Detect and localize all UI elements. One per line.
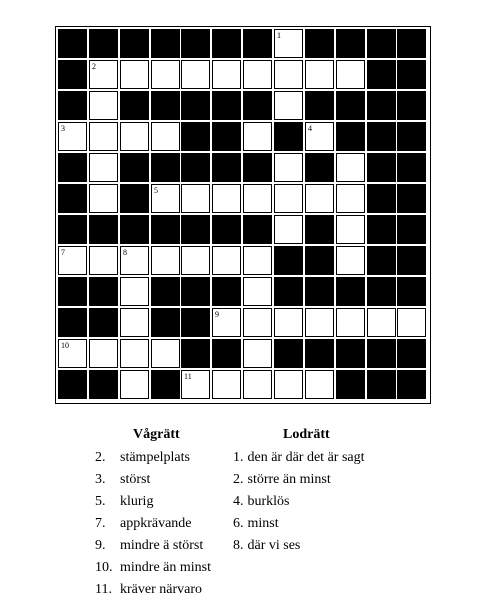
clue-item-text: mindre ä störst xyxy=(120,538,204,553)
answer-cell[interactable] xyxy=(181,370,210,399)
black-cell xyxy=(89,29,118,58)
black-cell xyxy=(58,215,87,244)
answer-cell[interactable] xyxy=(120,246,149,275)
answer-cell[interactable] xyxy=(212,308,241,337)
answer-cell[interactable] xyxy=(212,246,241,275)
black-cell xyxy=(397,29,426,58)
black-cell xyxy=(151,29,180,58)
clue-item xyxy=(233,535,413,557)
black-cell xyxy=(397,339,426,368)
clue-item-text: mindre än minst xyxy=(120,560,211,575)
clue-number: 9 xyxy=(215,310,219,319)
answer-cell[interactable] xyxy=(89,91,118,120)
black-cell xyxy=(243,29,272,58)
black-cell xyxy=(397,122,426,151)
answer-cell[interactable] xyxy=(243,277,272,306)
answer-cell[interactable] xyxy=(243,122,272,151)
black-cell xyxy=(89,277,118,306)
black-cell xyxy=(305,29,334,58)
answer-cell[interactable] xyxy=(305,370,334,399)
clue-item xyxy=(233,447,413,469)
clue-number: 6 xyxy=(400,217,404,226)
down-clue-list xyxy=(233,447,413,557)
black-cell xyxy=(212,153,241,182)
black-cell xyxy=(367,370,396,399)
answer-cell[interactable] xyxy=(120,339,149,368)
clue-item xyxy=(95,579,235,601)
black-cell xyxy=(367,153,396,182)
black-cell xyxy=(305,215,334,244)
clue-number: 7 xyxy=(61,248,65,257)
black-cell xyxy=(274,339,303,368)
black-cell xyxy=(181,122,210,151)
clue-number: 10 xyxy=(61,341,69,350)
clue-item xyxy=(233,491,413,513)
clue-item xyxy=(95,513,235,535)
black-cell xyxy=(212,215,241,244)
answer-cell[interactable] xyxy=(120,370,149,399)
clue-item-text: burklös xyxy=(247,494,290,509)
black-cell xyxy=(181,215,210,244)
clue-number: 8 xyxy=(123,248,127,257)
clue-item-text: stämpelplats xyxy=(120,450,190,465)
answer-cell[interactable] xyxy=(181,246,210,275)
black-cell xyxy=(151,91,180,120)
answer-cell[interactable] xyxy=(274,370,303,399)
clue-item-number: 4. xyxy=(233,494,244,509)
clue-item-number: 8. xyxy=(233,538,244,553)
answer-cell[interactable] xyxy=(89,184,118,213)
answer-cell[interactable] xyxy=(336,153,365,182)
clue-number: 11 xyxy=(184,372,192,381)
clue-number: 4 xyxy=(308,124,312,133)
clue-item-number: 1. xyxy=(233,450,244,465)
clue-item-text: störst xyxy=(120,472,151,487)
answer-cell[interactable] xyxy=(120,308,149,337)
black-cell xyxy=(181,91,210,120)
black-cell xyxy=(58,153,87,182)
answer-cell[interactable] xyxy=(181,184,210,213)
black-cell xyxy=(367,215,396,244)
clue-item-number: 7. xyxy=(95,516,106,531)
black-cell xyxy=(89,308,118,337)
answer-cell[interactable] xyxy=(336,215,365,244)
answer-cell[interactable] xyxy=(305,60,334,89)
answer-cell[interactable] xyxy=(151,60,180,89)
answer-cell[interactable] xyxy=(243,370,272,399)
answer-cell[interactable] xyxy=(305,308,334,337)
answer-cell[interactable] xyxy=(305,122,334,151)
clue-item xyxy=(95,447,235,469)
crossword-grid xyxy=(55,26,431,404)
black-cell xyxy=(397,277,426,306)
black-cell xyxy=(397,184,426,213)
black-cell xyxy=(305,91,334,120)
black-cell xyxy=(181,29,210,58)
answer-cell[interactable] xyxy=(243,339,272,368)
answer-cell[interactable] xyxy=(243,184,272,213)
answer-cell[interactable] xyxy=(336,184,365,213)
answer-cell[interactable] xyxy=(181,60,210,89)
black-cell xyxy=(397,60,426,89)
black-cell xyxy=(367,246,396,275)
black-cell xyxy=(274,246,303,275)
black-cell xyxy=(212,122,241,151)
answer-cell[interactable] xyxy=(274,308,303,337)
black-cell xyxy=(336,91,365,120)
clue-number: 5 xyxy=(154,186,158,195)
clue-item xyxy=(95,469,235,491)
black-cell xyxy=(397,246,426,275)
black-cell xyxy=(58,308,87,337)
black-cell xyxy=(336,29,365,58)
answer-cell[interactable] xyxy=(243,308,272,337)
black-cell xyxy=(397,153,426,182)
clue-number: 2 xyxy=(92,62,96,71)
black-cell xyxy=(367,122,396,151)
answer-cell[interactable] xyxy=(336,246,365,275)
black-cell xyxy=(89,370,118,399)
answer-cell[interactable] xyxy=(151,339,180,368)
answer-cell[interactable] xyxy=(212,184,241,213)
black-cell xyxy=(212,339,241,368)
answer-cell[interactable] xyxy=(58,339,87,368)
black-cell xyxy=(336,339,365,368)
black-cell xyxy=(181,339,210,368)
black-cell xyxy=(89,215,118,244)
black-cell xyxy=(367,91,396,120)
across-clues xyxy=(95,427,235,601)
black-cell xyxy=(367,184,396,213)
answer-cell[interactable] xyxy=(243,60,272,89)
answer-cell[interactable] xyxy=(274,184,303,213)
answer-cell[interactable] xyxy=(120,277,149,306)
down-heading: Lodrätt xyxy=(283,427,330,442)
black-cell xyxy=(336,277,365,306)
answer-cell[interactable] xyxy=(89,339,118,368)
answer-cell[interactable] xyxy=(151,184,180,213)
black-cell xyxy=(212,91,241,120)
answer-cell[interactable] xyxy=(274,29,303,58)
black-cell xyxy=(58,184,87,213)
clue-number: 1 xyxy=(277,31,281,40)
answer-cell[interactable] xyxy=(274,153,303,182)
answer-cell[interactable] xyxy=(336,60,365,89)
clue-item-text: appkrävande xyxy=(120,516,192,531)
black-cell xyxy=(336,370,365,399)
black-cell xyxy=(212,277,241,306)
answer-cell[interactable] xyxy=(89,122,118,151)
answer-cell[interactable] xyxy=(89,153,118,182)
black-cell xyxy=(151,277,180,306)
black-cell xyxy=(151,370,180,399)
clue-item-number: 6. xyxy=(233,516,244,531)
black-cell xyxy=(243,91,272,120)
answer-cell[interactable] xyxy=(274,91,303,120)
answer-cell[interactable] xyxy=(212,370,241,399)
black-cell xyxy=(367,29,396,58)
answer-cell[interactable] xyxy=(89,246,118,275)
black-cell xyxy=(151,215,180,244)
black-cell xyxy=(243,215,272,244)
answer-cell[interactable] xyxy=(89,60,118,89)
black-cell xyxy=(151,308,180,337)
clue-item-text: kräver närvaro xyxy=(120,582,203,597)
across-clue-list xyxy=(95,447,235,601)
answer-cell[interactable] xyxy=(58,122,87,151)
black-cell xyxy=(120,29,149,58)
black-cell xyxy=(243,153,272,182)
black-cell xyxy=(212,29,241,58)
black-cell xyxy=(367,339,396,368)
answer-cell[interactable] xyxy=(305,184,334,213)
clue-item-text: där vi ses xyxy=(247,538,301,553)
answer-cell[interactable] xyxy=(274,60,303,89)
black-cell xyxy=(58,60,87,89)
black-cell xyxy=(305,339,334,368)
answer-cell[interactable] xyxy=(274,215,303,244)
clue-item xyxy=(95,491,235,513)
down-clues xyxy=(233,427,413,557)
answer-cell[interactable] xyxy=(151,122,180,151)
clue-item xyxy=(95,535,235,557)
across-heading: Vågrätt xyxy=(133,427,180,442)
clue-item-number: 11. xyxy=(95,582,112,597)
clue-item-number: 5. xyxy=(95,494,106,509)
black-cell xyxy=(305,246,334,275)
clue-item-number: 2. xyxy=(233,472,244,487)
answer-cell[interactable] xyxy=(367,308,396,337)
black-cell xyxy=(367,60,396,89)
black-cell xyxy=(397,91,426,120)
answer-cell[interactable] xyxy=(397,308,426,337)
clue-item-number: 9. xyxy=(95,538,106,553)
clue-item-number: 10. xyxy=(95,560,113,575)
clue-item-text: den är där det är sagt xyxy=(247,450,365,465)
black-cell xyxy=(336,122,365,151)
clue-number: 3 xyxy=(61,124,65,133)
black-cell xyxy=(58,277,87,306)
answer-cell[interactable] xyxy=(243,246,272,275)
clue-item xyxy=(233,513,413,535)
black-cell xyxy=(305,153,334,182)
answer-cell[interactable] xyxy=(120,122,149,151)
clue-item xyxy=(233,469,413,491)
answer-cell[interactable] xyxy=(120,60,149,89)
black-cell xyxy=(120,91,149,120)
black-cell xyxy=(120,215,149,244)
clue-item-text: klurig xyxy=(120,494,154,509)
black-cell xyxy=(274,122,303,151)
black-cell xyxy=(367,277,396,306)
black-cell xyxy=(58,91,87,120)
black-cell xyxy=(181,153,210,182)
black-cell xyxy=(397,215,426,244)
clue-item-text: större än minst xyxy=(247,472,331,487)
clue-item-number: 2. xyxy=(95,450,106,465)
black-cell xyxy=(120,153,149,182)
answer-cell[interactable] xyxy=(58,246,87,275)
clue-item xyxy=(95,557,235,579)
black-cell xyxy=(397,370,426,399)
black-cell xyxy=(181,308,210,337)
clue-item-number: 3. xyxy=(95,472,106,487)
black-cell xyxy=(305,277,334,306)
black-cell xyxy=(274,277,303,306)
black-cell xyxy=(181,277,210,306)
black-cell xyxy=(120,184,149,213)
black-cell xyxy=(58,29,87,58)
answer-cell[interactable] xyxy=(212,60,241,89)
answer-cell[interactable] xyxy=(336,308,365,337)
black-cell xyxy=(58,370,87,399)
black-cell xyxy=(151,153,180,182)
crossword-cells xyxy=(58,29,430,403)
answer-cell[interactable] xyxy=(151,246,180,275)
clue-item-text: minst xyxy=(247,516,279,531)
